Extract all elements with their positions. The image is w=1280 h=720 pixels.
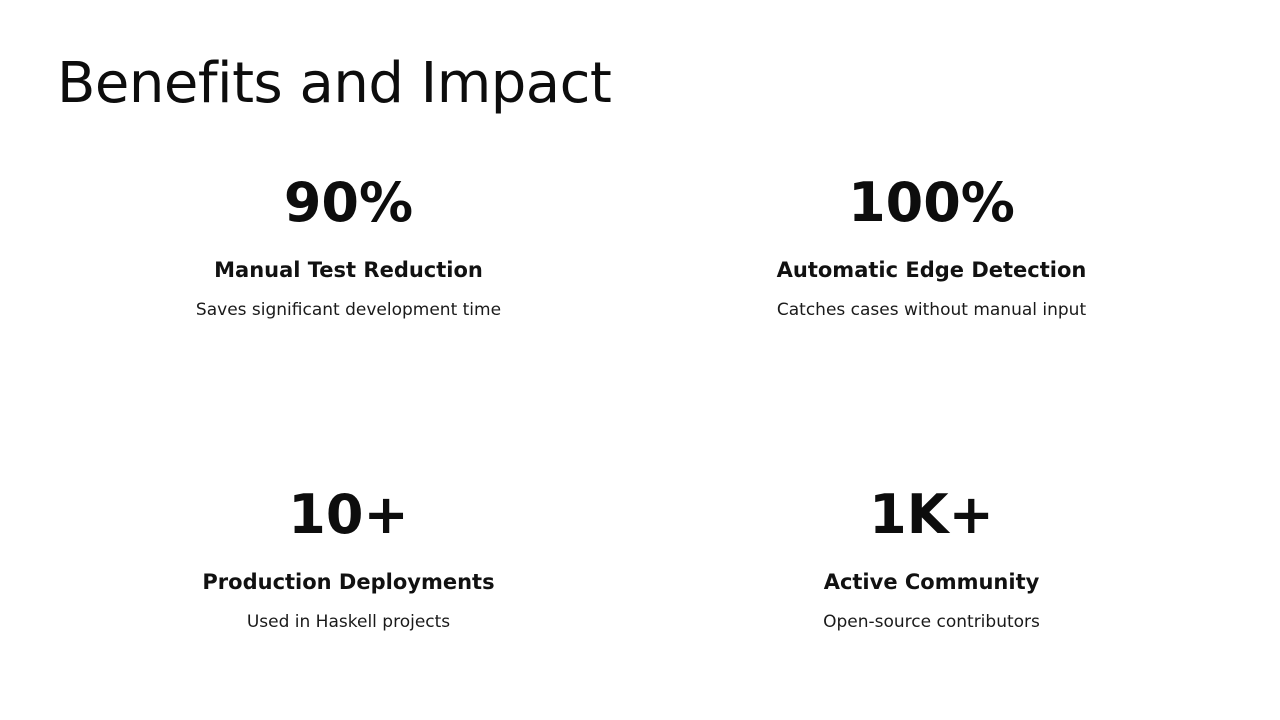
stat-description: Used in Haskell projects: [246, 611, 451, 632]
stat-value: 1K+: [869, 483, 994, 546]
stat-label: Production Deployments: [202, 569, 495, 594]
stat-label: Automatic Edge Detection: [776, 257, 1087, 282]
stats-grid: [57, 171, 1223, 633]
stat-description: Catches cases without manual input: [776, 299, 1087, 320]
stat-card: [57, 171, 640, 487]
stat-label: Manual Test Reduction: [214, 257, 483, 282]
stat-label: Active Community: [823, 569, 1040, 594]
stat-card: [57, 483, 640, 633]
stat-value: 10+: [288, 483, 409, 546]
stat-value: 100%: [848, 171, 1015, 234]
stat-description: Open-source contributors: [823, 611, 1040, 632]
stat-value: 90%: [283, 171, 414, 234]
stat-card: [640, 171, 1223, 487]
page-title: Benefits and Impact: [57, 51, 612, 116]
stat-description: Saves significant development time: [195, 299, 502, 320]
stat-card: [640, 483, 1223, 633]
